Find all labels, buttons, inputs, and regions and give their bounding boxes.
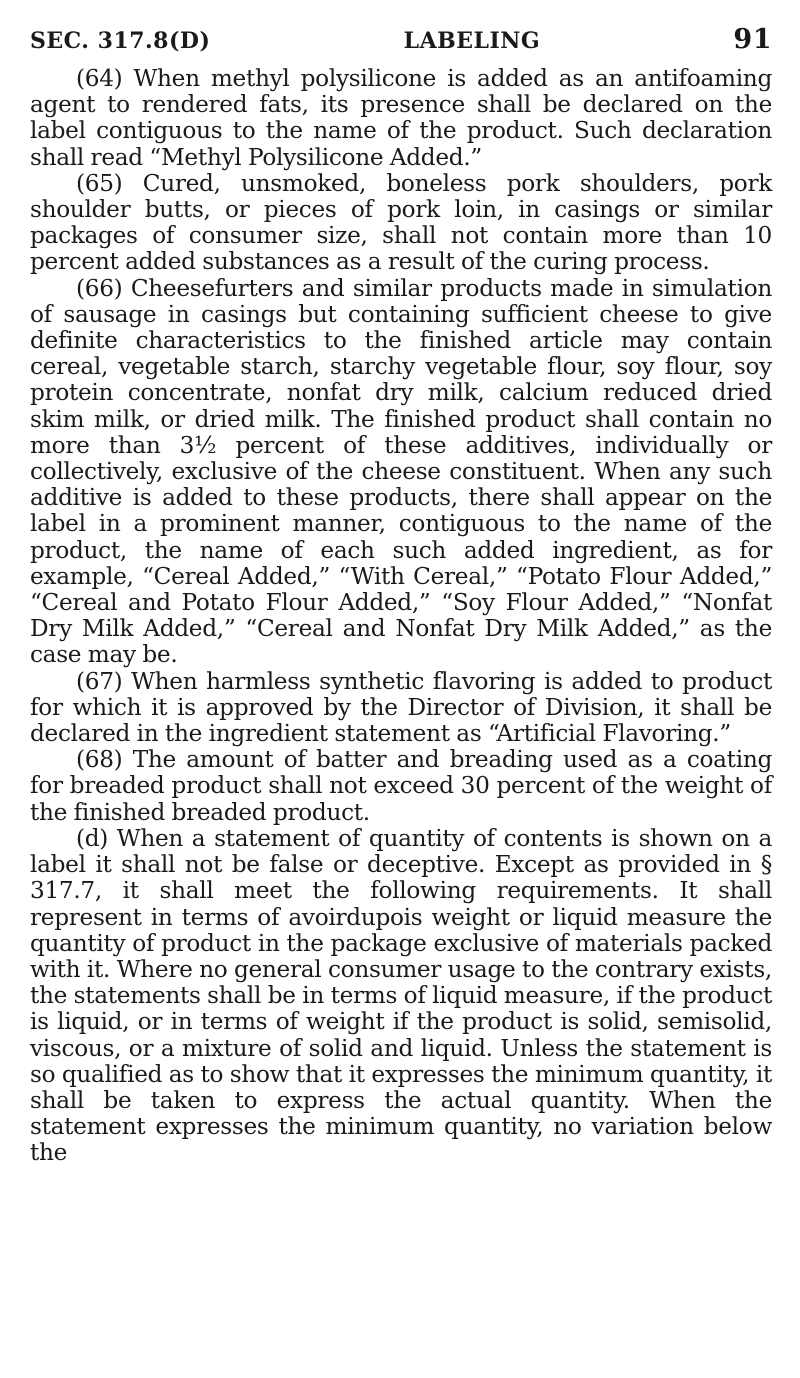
section-reference: SEC. 317.8(D) [30, 28, 211, 54]
paragraph-64: (64) When methyl polysilicone is added as an antifoaming agent to rendered fats, its presence shall be declared on the label contiguous to the name of the product. Such declaration shall read “Methyl Polysilicone Added.” [30, 65, 772, 171]
header-title: LABELING [403, 28, 541, 54]
running-header [30, 24, 772, 58]
paragraph-68: (68) The amount of batter and breading used as a coating for breaded product shall not exceed 30 percent of the weight of the finished breaded product. [30, 746, 772, 826]
paragraph-65: (65) Cured, unsmoked, boneless pork shoulders, pork shoulder butts, or pieces of pork loin, in casings or similar packages of consumer size, shall not contain more than 10 percent added substances as a result of the curing process. [30, 169, 772, 276]
page-number: 91 [733, 24, 772, 55]
paragraph-66: (66) Cheesefurters and similar products made in simulation of sausage in casings but containing sufficient cheese to give definite characteristics to the finished article may contain cereal, vegetable starch, starchy vegetable flour, soy flour, soy protein concentrate, nonfat dry milk, calcium reduced dried skim milk, or dried milk. The finished product shall contain no more than 3½ percent of these additives, individually or collectively, exclusive of the cheese constituent. When any such additive is added to these products, there shall appear on the label in a prominent manner, contiguous to the name of the product, the name of each such added ingredient, as for example, “Cereal Added,” “With Cereal,” “Potato Flour Added,” “Cereal and Potato Flour Added,” “Soy Flour Added,” “Nonfat Dry Milk Added,” “Cereal and Nonfat Dry Milk Added,” as the case may be. [30, 274, 772, 669]
paragraph-67: (67) When harmless synthetic flavoring is added to product for which it is approved by the Director of Division, it shall be declared in the ingredient statement as “Artificial Flavoring.” [30, 667, 772, 748]
body-text [30, 66, 772, 1167]
paragraph-d: (d) When a statement of quantity of contents is shown on a label it shall not be false or deceptive. Except as provided in § 317.7, it shall meet the following requirements. It shall represent in terms of avoirdupois weight or liquid measure the quantity of product in the package exclusive of materials packed with it. Where no general consumer usage to the contrary exists, the statements shall be in terms of liquid measure, if the product is liquid, or in terms of weight if the product is solid, semisolid, viscous, or a mixture of solid and liquid. Unless the statement is so qualified as to show that it expresses the minimum quantity, it shall be taken to express the actual quantity. When the statement expresses the minimum quantity, no variation below the [30, 824, 773, 1167]
